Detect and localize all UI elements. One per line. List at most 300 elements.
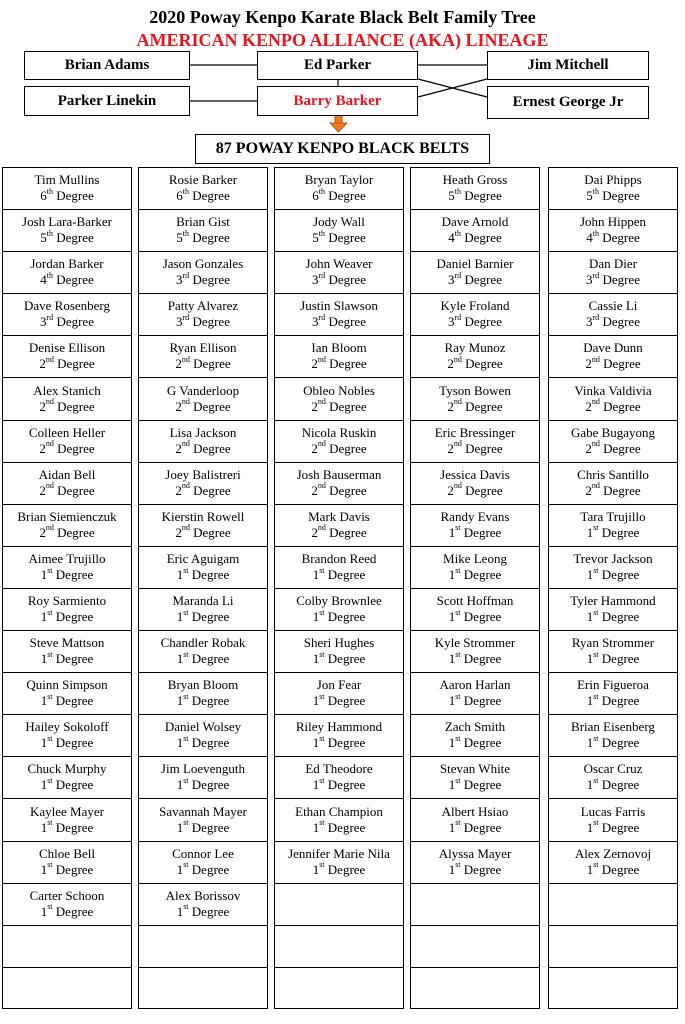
black-belt-name: Gabe Bugayong <box>570 424 656 440</box>
black-belt-name: Nicola Ruskin <box>301 424 377 440</box>
black-belt-name: Oscar Cruz <box>583 761 643 777</box>
black-belt-name: Kyle Froland <box>440 298 510 314</box>
black-belt-name: Daniel Barnier <box>436 256 514 272</box>
degree-word: Degree <box>57 440 95 456</box>
black-belt-entry <box>3 547 131 589</box>
black-belt-entry <box>275 252 403 294</box>
black-belt-entry <box>549 168 677 210</box>
degree-number: 1 <box>40 735 48 751</box>
black-belt-name: Quinn Simpson <box>26 677 108 693</box>
degree-word: Degree <box>465 440 503 456</box>
black-belt-name: Randy Evans <box>440 508 510 524</box>
degree-rank <box>139 356 267 371</box>
black-belt-entry <box>3 589 131 631</box>
black-belt-name: Albert Hsiao <box>441 803 509 819</box>
degree-word: Degree <box>327 566 366 582</box>
degree-rank <box>275 525 403 540</box>
degree-word: Degree <box>328 188 366 203</box>
degree-rank <box>549 820 677 835</box>
black-belt-name: Hailey Sokoloff <box>25 719 109 735</box>
degree-suffix: st <box>183 860 189 870</box>
degree-suffix: nd <box>453 481 462 491</box>
black-belt-name: Brian Siemienczuk <box>17 508 117 524</box>
degree-word: Degree <box>602 314 640 330</box>
degree-suffix: st <box>455 565 461 575</box>
black-belt-name: Aaron Harlan <box>439 677 511 693</box>
degree-number: 2 <box>39 524 46 540</box>
black-belt-entry <box>275 210 403 252</box>
degree-word: Degree <box>602 230 640 246</box>
black-belt-name: Dan Dier <box>588 256 637 272</box>
degree-rank <box>139 904 267 919</box>
degree-word: Degree <box>55 651 94 667</box>
degree-number: 2 <box>175 356 182 372</box>
degree-suffix: st <box>455 649 461 659</box>
degree-word: Degree <box>191 609 230 624</box>
degree-suffix: rd <box>592 312 600 322</box>
degree-word: Degree <box>602 272 640 288</box>
degree-word: Degree <box>464 314 502 330</box>
degree-number: 1 <box>40 693 48 709</box>
degree-rank <box>139 862 267 877</box>
degree-rank <box>549 483 677 498</box>
degree-suffix: st <box>455 860 461 870</box>
degree-number: 2 <box>585 482 592 498</box>
degree-word: Degree <box>55 819 94 835</box>
degree-number: 5 <box>586 188 593 203</box>
degree-word: Degree <box>191 651 230 667</box>
degree-rank <box>275 399 403 414</box>
degree-word: Degree <box>193 440 231 456</box>
degree-rank <box>139 483 267 498</box>
black-belt-entry <box>139 336 267 378</box>
degree-number: 2 <box>585 398 592 414</box>
degree-word: Degree <box>601 861 640 877</box>
black-belt-column-3 <box>274 167 404 1009</box>
black-belt-name: Vinka Valdivia <box>574 382 652 398</box>
degree-number: 1 <box>40 861 48 877</box>
degree-rank <box>411 777 539 792</box>
degree-word: Degree <box>329 440 367 456</box>
degree-rank <box>411 735 539 750</box>
black-belt-name: Patty Alvarez <box>167 298 239 314</box>
degree-suffix: th <box>318 228 325 238</box>
black-belt-entry <box>411 252 539 294</box>
black-belt-entry <box>411 168 539 210</box>
black-belt-entry <box>3 757 131 799</box>
black-belt-name: Alyssa Mayer <box>438 845 512 861</box>
degree-word: Degree <box>193 356 231 372</box>
degree-number: 1 <box>176 609 184 624</box>
degree-rank <box>411 399 539 414</box>
degree-number: 3 <box>312 314 319 330</box>
page-title: 2020 Poway Kenpo Karate Black Belt Family Tree <box>149 7 536 27</box>
black-belt-entry <box>275 168 403 210</box>
degree-rank <box>275 314 403 329</box>
degree-number: 1 <box>586 693 594 709</box>
black-belt-entry <box>275 715 403 757</box>
degree-rank <box>3 735 131 750</box>
degree-number: 1 <box>448 693 456 709</box>
degree-suffix: nd <box>45 439 54 449</box>
degree-number: 1 <box>312 651 320 667</box>
degree-word: Degree <box>601 651 640 667</box>
degree-number: 1 <box>586 861 594 877</box>
degree-word: Degree <box>55 903 94 919</box>
black-belt-name: John Hippen <box>579 214 647 230</box>
black-belt-name: Obleo Nobles <box>303 382 375 398</box>
black-belt-name: Trevor Jackson <box>573 550 653 566</box>
degree-word: Degree <box>327 819 366 835</box>
degree-word: Degree <box>602 188 640 203</box>
black-belts-banner: 87 POWAY KENPO BLACK BELTS <box>195 134 490 164</box>
black-belt-name: Alex Borissov <box>165 887 241 903</box>
degree-suffix: th <box>318 186 325 196</box>
degree-rank <box>275 483 403 498</box>
degree-suffix: st <box>183 776 189 786</box>
degree-suffix: rd <box>182 312 190 322</box>
black-belt-name: Chuck Murphy <box>27 761 107 777</box>
black-belt-entry <box>3 252 131 294</box>
degree-suffix: st <box>455 776 461 786</box>
black-belt-entry <box>411 589 539 631</box>
lineage-box-parker-linekin: Parker Linekin <box>24 86 190 116</box>
degree-number: 1 <box>586 524 594 540</box>
degree-rank <box>275 651 403 666</box>
degree-rank <box>3 483 131 498</box>
degree-rank <box>411 441 539 456</box>
degree-word: Degree <box>328 230 366 246</box>
black-belt-entry <box>3 800 131 842</box>
black-belt-name: Alex Stanich <box>33 382 101 398</box>
degree-rank <box>411 862 539 877</box>
black-belt-column-4 <box>410 167 540 1009</box>
degree-rank <box>139 314 267 329</box>
degree-suffix: st <box>593 565 599 575</box>
black-belt-name: Mark Davis <box>308 508 370 524</box>
degree-suffix: st <box>455 691 461 701</box>
black-belt-name: Jason Gonzales <box>162 256 244 272</box>
degree-word: Degree <box>327 651 366 667</box>
degree-number: 1 <box>586 609 594 624</box>
degree-suffix: st <box>183 691 189 701</box>
black-belt-entry <box>139 379 267 421</box>
lineage-box-barry-barker: Barry Barker <box>257 86 418 116</box>
degree-word: Degree <box>57 398 95 414</box>
degree-suffix: th <box>592 228 599 238</box>
degree-suffix: st <box>47 902 53 912</box>
degree-suffix: nd <box>453 355 462 365</box>
page-subtitle: AMERICAN KENPO ALLIANCE (AKA) LINEAGE <box>136 30 549 50</box>
degree-rank <box>549 399 677 414</box>
degree-number: 2 <box>175 440 182 456</box>
degree-number: 5 <box>312 230 319 246</box>
black-belt-name: Tyson Bowen <box>439 382 511 398</box>
degree-word: Degree <box>603 482 641 498</box>
black-belt-entry <box>139 884 267 926</box>
degree-word: Degree <box>327 777 366 793</box>
degree-number: 2 <box>175 524 182 540</box>
empty-cell <box>275 968 403 1010</box>
degree-number: 1 <box>176 735 184 751</box>
degree-number: 1 <box>176 651 184 667</box>
degree-number: 5 <box>40 230 47 246</box>
degree-rank <box>275 230 403 245</box>
degree-word: Degree <box>193 482 231 498</box>
degree-word: Degree <box>601 735 640 751</box>
degree-word: Degree <box>57 482 95 498</box>
black-belt-name: Kaylee Mayer <box>30 803 104 819</box>
black-belt-entry <box>549 505 677 547</box>
degree-rank <box>275 188 403 203</box>
degree-suffix: st <box>593 523 599 533</box>
black-belt-name: Mike Leong <box>443 550 507 566</box>
black-belt-entry <box>139 673 267 715</box>
degree-number: 3 <box>312 272 319 288</box>
degree-number: 1 <box>40 651 48 667</box>
degree-number: 1 <box>312 777 320 793</box>
degree-rank <box>411 651 539 666</box>
degree-suffix: st <box>455 818 461 828</box>
degree-number: 2 <box>311 356 318 372</box>
degree-word: Degree <box>465 482 503 498</box>
degree-number: 5 <box>176 230 183 246</box>
degree-rank <box>275 777 403 792</box>
degree-rank <box>275 441 403 456</box>
empty-cell <box>139 926 267 968</box>
degree-number: 2 <box>447 440 454 456</box>
degree-suffix: rd <box>318 312 326 322</box>
degree-rank <box>549 693 677 708</box>
black-belt-entry <box>3 336 131 378</box>
degree-word: Degree <box>463 566 502 582</box>
degree-number: 2 <box>311 398 318 414</box>
black-belt-entry <box>139 757 267 799</box>
degree-rank <box>139 525 267 540</box>
degree-suffix: st <box>319 733 325 743</box>
degree-suffix: nd <box>45 523 54 533</box>
black-belt-name: Joey Balistreri <box>165 466 241 482</box>
degree-number: 1 <box>448 609 456 624</box>
black-belt-name: Lisa Jackson <box>169 424 237 440</box>
black-belt-name: Chris Santillo <box>577 466 649 482</box>
black-belt-entry <box>549 842 677 884</box>
black-belt-entry <box>139 421 267 463</box>
black-belt-entry <box>3 884 131 926</box>
degree-word: Degree <box>191 903 230 919</box>
degree-suffix: nd <box>317 355 326 365</box>
black-belt-entry <box>549 210 677 252</box>
degree-rank <box>3 904 131 919</box>
black-belt-name: Colby Brownlee <box>296 593 382 608</box>
black-belt-name: Jody Wall <box>313 214 365 230</box>
degree-rank <box>3 399 131 414</box>
degree-word: Degree <box>191 566 230 582</box>
black-belt-name: Bryan Taylor <box>304 172 374 187</box>
black-belt-entry <box>411 842 539 884</box>
degree-rank <box>139 609 267 624</box>
black-belt-name: Dave Rosenberg <box>23 298 111 314</box>
degree-rank <box>411 188 539 203</box>
degree-rank <box>549 609 677 624</box>
degree-rank <box>3 609 131 624</box>
degree-number: 3 <box>586 272 593 288</box>
black-belt-name: Ryan Strommer <box>571 635 655 651</box>
black-belt-entry <box>549 547 677 589</box>
black-belt-name: Aimee Trujillo <box>28 550 106 566</box>
degree-word: Degree <box>193 398 231 414</box>
degree-suffix: nd <box>181 481 190 491</box>
black-belt-name: Jennifer Marie Nila <box>288 845 390 861</box>
black-belt-entry <box>139 168 267 210</box>
black-belt-name: Eric Bressinger <box>434 424 516 440</box>
degree-suffix: st <box>455 733 461 743</box>
degree-suffix: st <box>319 691 325 701</box>
black-belt-name: Brandon Reed <box>301 550 377 566</box>
degree-suffix: rd <box>46 312 54 322</box>
degree-word: Degree <box>55 777 94 793</box>
degree-suffix: nd <box>591 439 600 449</box>
empty-cell <box>411 968 539 1010</box>
black-belt-name: Eric Aguigam <box>166 550 240 566</box>
degree-rank <box>549 525 677 540</box>
degree-number: 2 <box>311 482 318 498</box>
degree-rank <box>549 356 677 371</box>
black-belt-entry <box>549 463 677 505</box>
degree-suffix: st <box>183 649 189 659</box>
degree-word: Degree <box>603 398 641 414</box>
degree-number: 4 <box>40 272 47 288</box>
black-belt-entry <box>275 589 403 631</box>
black-belt-entry <box>549 379 677 421</box>
degree-number: 2 <box>39 398 46 414</box>
black-belt-name: Ethan Champion <box>295 803 383 819</box>
black-belt-column-2 <box>138 167 268 1009</box>
black-belt-name: Dave Arnold <box>441 214 509 230</box>
degree-number: 2 <box>39 356 46 372</box>
black-belt-entry <box>411 505 539 547</box>
black-belt-entry <box>139 505 267 547</box>
lineage-box-jim-mitchell: Jim Mitchell <box>487 51 649 80</box>
degree-number: 4 <box>586 230 593 246</box>
degree-word: Degree <box>57 356 95 372</box>
degree-suffix: nd <box>181 523 190 533</box>
black-belt-entry <box>275 547 403 589</box>
degree-suffix: st <box>47 565 53 575</box>
degree-number: 2 <box>311 524 318 540</box>
degree-number: 1 <box>448 777 456 793</box>
degree-number: 1 <box>586 735 594 751</box>
degree-word: Degree <box>56 272 94 288</box>
degree-suffix: th <box>46 270 53 280</box>
degree-number: 1 <box>312 819 320 835</box>
degree-word: Degree <box>464 230 502 246</box>
degree-suffix: st <box>319 649 325 659</box>
black-belt-entry <box>549 421 677 463</box>
degree-rank <box>139 651 267 666</box>
degree-number: 1 <box>448 651 456 667</box>
black-belt-name: Steve Mattson <box>29 635 105 651</box>
degree-word: Degree <box>329 356 367 372</box>
degree-word: Degree <box>191 819 230 835</box>
degree-word: Degree <box>601 777 640 793</box>
black-belt-name: Riley Hammond <box>295 719 383 735</box>
degree-rank <box>275 735 403 750</box>
degree-number: 1 <box>312 566 320 582</box>
empty-cell <box>411 926 539 968</box>
black-belt-entry <box>3 505 131 547</box>
degree-suffix: st <box>593 607 599 617</box>
degree-suffix: st <box>47 649 53 659</box>
degree-word: Degree <box>465 398 503 414</box>
degree-suffix: st <box>47 691 53 701</box>
degree-number: 1 <box>176 903 184 919</box>
degree-word: Degree <box>464 188 502 203</box>
black-belt-name: Ryan Ellison <box>169 340 237 356</box>
degree-rank <box>411 820 539 835</box>
degree-rank <box>3 188 131 203</box>
black-belt-entry <box>3 463 131 505</box>
black-belt-entry <box>275 379 403 421</box>
degree-suffix: th <box>46 186 53 196</box>
degree-number: 1 <box>176 777 184 793</box>
degree-suffix: th <box>592 186 599 196</box>
black-belt-entry <box>549 631 677 673</box>
degree-number: 2 <box>585 440 592 456</box>
degree-suffix: nd <box>181 397 190 407</box>
degree-number: 3 <box>176 272 183 288</box>
black-belt-name: Colleen Heller <box>28 424 106 440</box>
black-belt-entry <box>275 421 403 463</box>
black-belt-name: Daniel Wolsey <box>164 719 242 735</box>
degree-number: 1 <box>312 735 320 751</box>
degree-rank <box>275 862 403 877</box>
degree-rank <box>275 356 403 371</box>
degree-rank <box>275 693 403 708</box>
black-belt-entry <box>139 210 267 252</box>
black-belt-name: Dai Phipps <box>584 172 642 187</box>
degree-word: Degree <box>327 861 366 877</box>
degree-number: 2 <box>39 440 46 456</box>
black-belt-name: Justin Slawson <box>300 298 378 314</box>
degree-word: Degree <box>55 693 94 709</box>
degree-rank <box>3 525 131 540</box>
degree-number: 6 <box>312 188 319 203</box>
black-belt-name: Ed Theodore <box>305 761 373 777</box>
black-belt-entry <box>275 336 403 378</box>
degree-word: Degree <box>463 609 502 624</box>
degree-number: 3 <box>448 314 455 330</box>
degree-suffix: st <box>183 733 189 743</box>
black-belt-column-5 <box>548 167 678 1009</box>
degree-number: 1 <box>176 819 184 835</box>
black-belt-entry <box>3 673 131 715</box>
degree-rank <box>549 441 677 456</box>
degree-suffix: st <box>593 649 599 659</box>
degree-word: Degree <box>327 609 366 624</box>
black-belt-name: Ian Bloom <box>311 340 367 356</box>
degree-word: Degree <box>191 861 230 877</box>
degree-rank <box>139 399 267 414</box>
degree-word: Degree <box>55 609 94 624</box>
degree-suffix: st <box>47 607 53 617</box>
black-belt-entry <box>139 842 267 884</box>
black-belt-name: Chandler Robak <box>160 635 246 651</box>
black-belt-name: Scott Hoffman <box>436 593 514 608</box>
degree-suffix: st <box>319 860 325 870</box>
degree-word: Degree <box>192 188 230 203</box>
degree-word: Degree <box>328 272 366 288</box>
